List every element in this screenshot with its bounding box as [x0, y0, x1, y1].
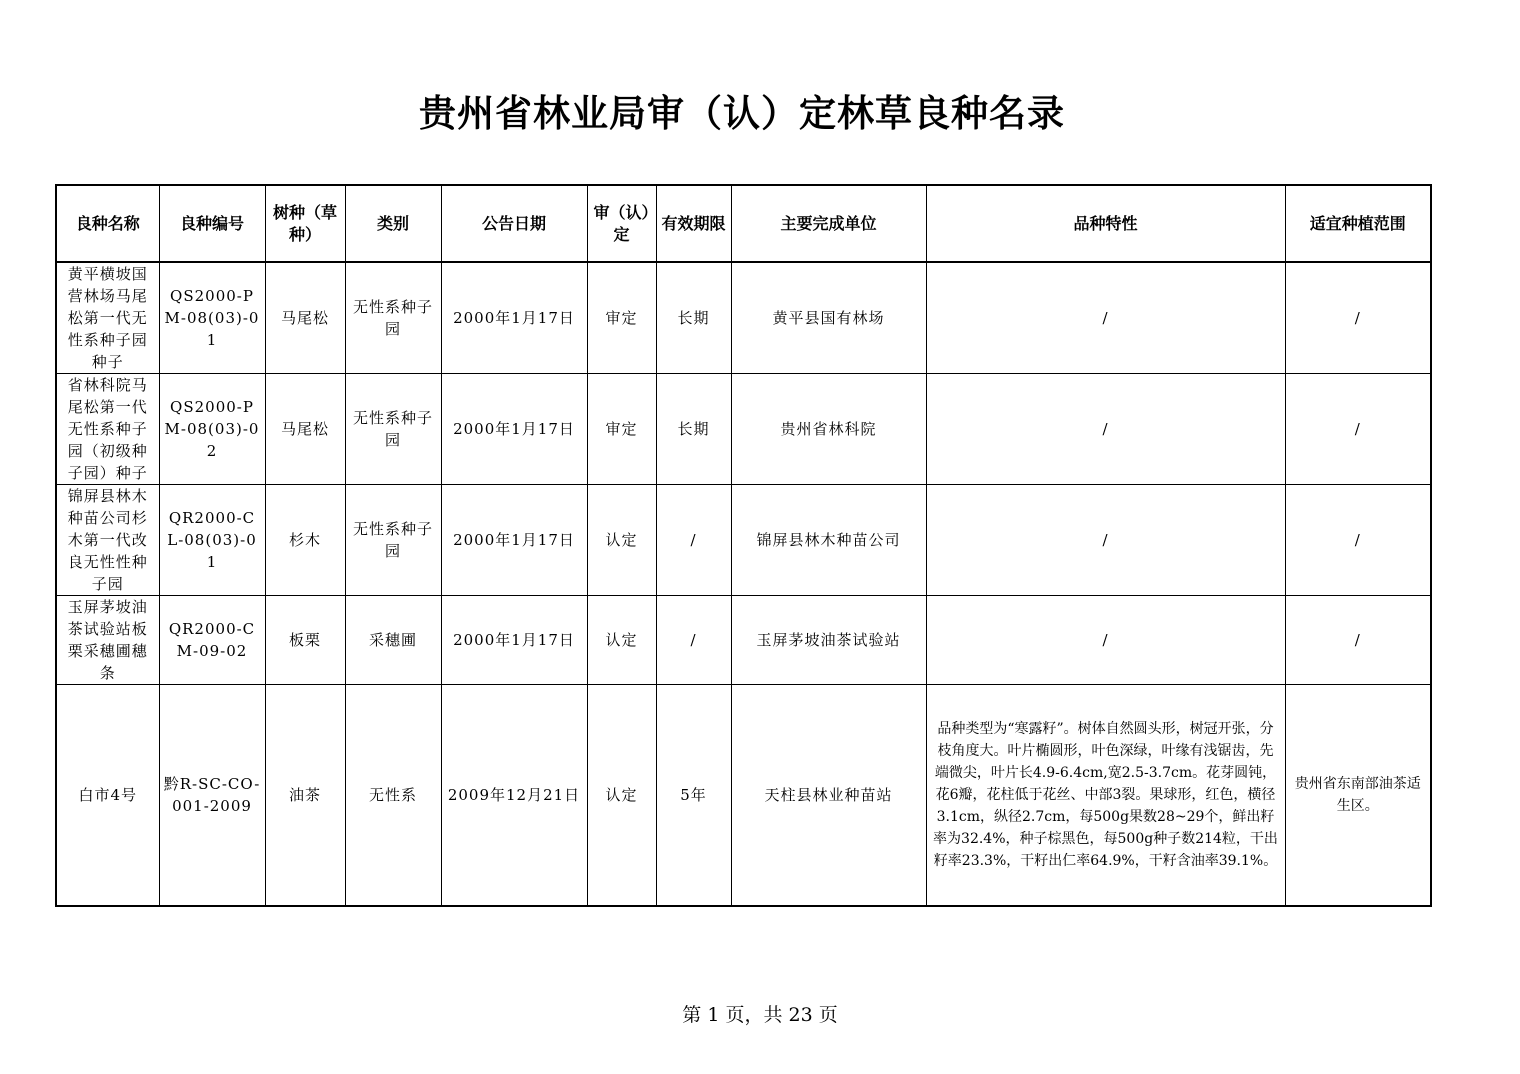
- cell-unit: 锦屏县林木种苗公司: [731, 485, 926, 596]
- cell-name: 锦屏县林木种苗公司杉木第一代改良无性性种子园: [56, 485, 159, 596]
- cell-approval: 认定: [587, 596, 656, 685]
- header-validity: 有效期限: [656, 185, 731, 262]
- header-traits: 品种特性: [926, 185, 1285, 262]
- cell-unit: 玉屏茅坡油茶试验站: [731, 596, 926, 685]
- cell-date: 2000年1月17日: [441, 262, 587, 374]
- header-unit: 主要完成单位: [731, 185, 926, 262]
- table-row: [56, 262, 1431, 374]
- cell-range: /: [1285, 596, 1431, 685]
- cell-category: 无性系种子园: [345, 485, 441, 596]
- cell-validity: /: [656, 596, 731, 685]
- cell-unit: 贵州省林科院: [731, 374, 926, 485]
- cell-code: QR2000-CL-08(03)-01: [159, 485, 265, 596]
- cell-category: 无性系种子园: [345, 262, 441, 374]
- cell-traits: /: [926, 374, 1285, 485]
- cell-range: /: [1285, 262, 1431, 374]
- cell-approval: 审定: [587, 374, 656, 485]
- cell-traits: /: [926, 596, 1285, 685]
- cell-range: /: [1285, 374, 1431, 485]
- cell-approval: 认定: [587, 485, 656, 596]
- cell-traits: /: [926, 262, 1285, 374]
- header-species: 树种（草种）: [265, 185, 345, 262]
- header-date: 公告日期: [441, 185, 587, 262]
- cell-date: 2000年1月17日: [441, 374, 587, 485]
- header-approval: 审（认）定: [587, 185, 656, 262]
- cell-category: 无性系: [345, 685, 441, 906]
- cell-traits: 品种类型为“寒露籽”。树体自然圆头形，树冠开张，分枝角度大。叶片椭圆形，叶色深绿，叶缘有浅锯齿，先端微尖，叶片长4.9-6.4cm,宽2.5-3.7cm。花芽圆钝，花6瓣，花柱低于花丝、中部3裂。果球形，红色，横径3.1cm，纵径2.7cm，每500g果数28~29个，鲜出籽率为32.4%，种子棕黑色，每500g种子数214粒，干出籽率23.3%，干籽出仁率64.9%，干籽含油率39.1%。: [926, 685, 1285, 906]
- cell-approval: 认定: [587, 685, 656, 906]
- cell-approval: 审定: [587, 262, 656, 374]
- cell-validity: /: [656, 485, 731, 596]
- cell-name: 黄平横坡国营林场马尾松第一代无性系种子园种子: [56, 262, 159, 374]
- cell-unit: 黄平县国有林场: [731, 262, 926, 374]
- header-category: 类别: [345, 185, 441, 262]
- cell-code: QS2000-PM-08(03)-01: [159, 262, 265, 374]
- document-title: 贵州省林业局审（认）定林草良种名录: [419, 92, 1065, 135]
- cell-name: 省林科院马尾松第一代无性系种子园（初级种子园）种子: [56, 374, 159, 485]
- cell-species: 油茶: [265, 685, 345, 906]
- cell-species: 杉木: [265, 485, 345, 596]
- cell-species: 马尾松: [265, 374, 345, 485]
- cell-unit: 天柱县林业种苗站: [731, 685, 926, 906]
- table-row: [56, 685, 1431, 906]
- header-name: 良种名称: [56, 185, 159, 262]
- cell-species: 马尾松: [265, 262, 345, 374]
- cell-species: 板栗: [265, 596, 345, 685]
- cell-date: 2000年1月17日: [441, 596, 587, 685]
- table-row: [56, 485, 1431, 596]
- cell-validity: 长期: [656, 374, 731, 485]
- cell-category: 无性系种子园: [345, 374, 441, 485]
- cell-range: 贵州省东南部油茶适生区。: [1285, 685, 1431, 906]
- cell-traits: /: [926, 485, 1285, 596]
- cell-name: 白市4号: [56, 685, 159, 906]
- cell-code: QS2000-PM-08(03)-02: [159, 374, 265, 485]
- table-header-row: [56, 185, 1431, 262]
- page-number: 第 1 页，共 23 页: [682, 1004, 838, 1026]
- table-row: [56, 374, 1431, 485]
- table-row: [56, 596, 1431, 685]
- cell-date: 2009年12月21日: [441, 685, 587, 906]
- cell-category: 采穗圃: [345, 596, 441, 685]
- cell-validity: 长期: [656, 262, 731, 374]
- cell-code: 黔R-SC-CO-001-2009: [159, 685, 265, 906]
- cell-name: 玉屏茅坡油茶试验站板栗采穗圃穗条: [56, 596, 159, 685]
- header-code: 良种编号: [159, 185, 265, 262]
- seed-records-table: [55, 184, 1432, 907]
- cell-validity: 5年: [656, 685, 731, 906]
- cell-code: QR2000-CM-09-02: [159, 596, 265, 685]
- cell-date: 2000年1月17日: [441, 485, 587, 596]
- header-range: 适宜种植范围: [1285, 185, 1431, 262]
- cell-range: /: [1285, 485, 1431, 596]
